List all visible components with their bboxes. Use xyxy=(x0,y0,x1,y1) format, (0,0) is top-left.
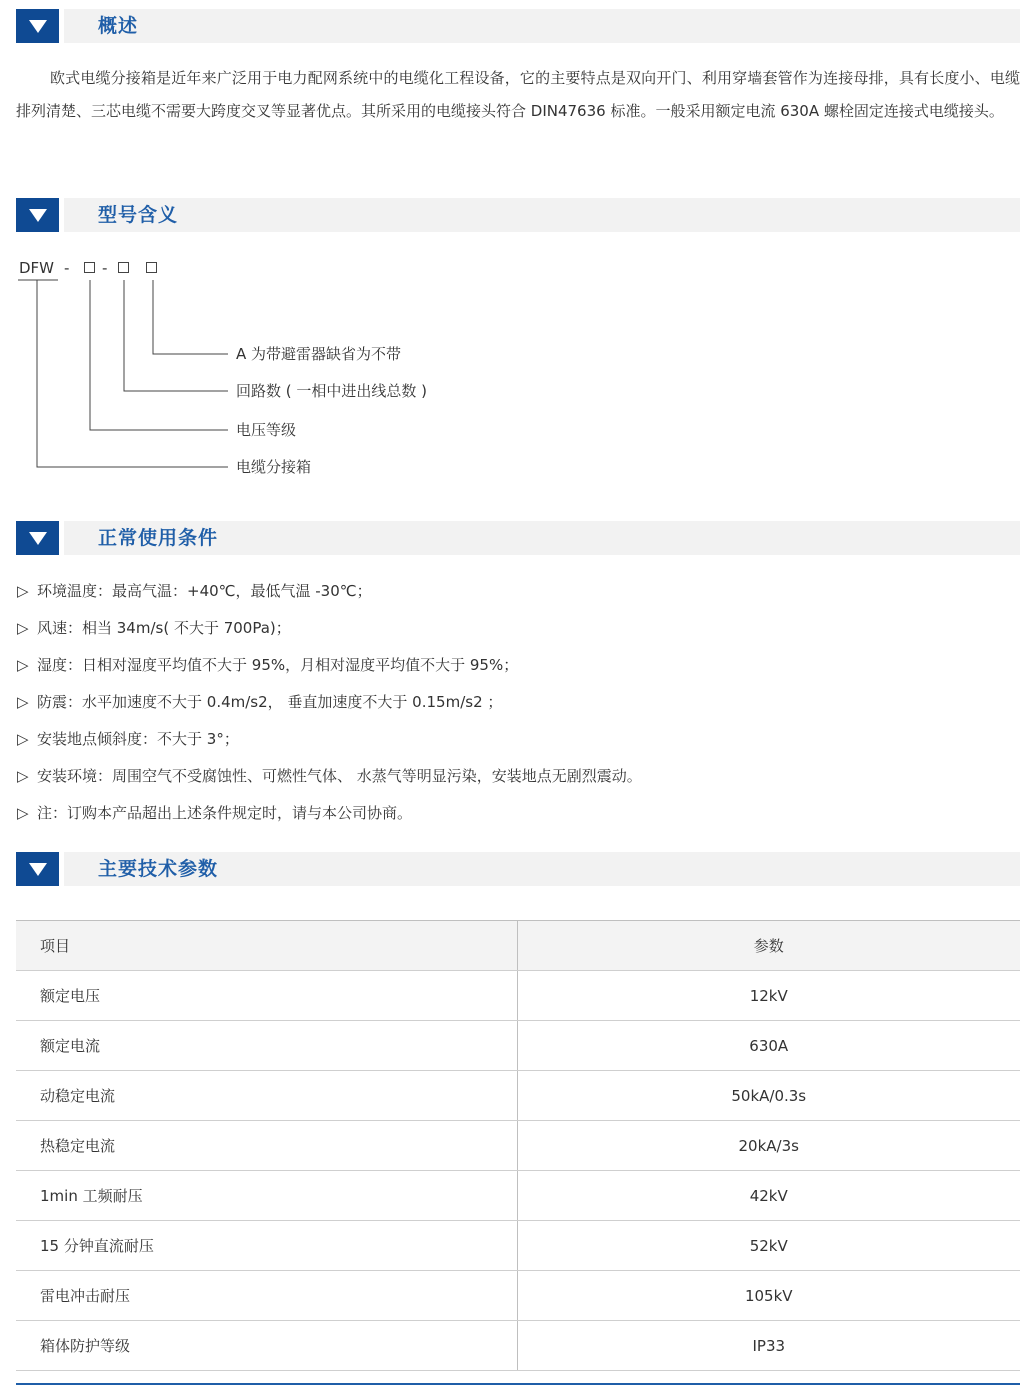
triangle-right-icon: ▷ xyxy=(17,730,29,748)
list-item: ▷ 安装地点倾斜度：不大于 3°； xyxy=(17,724,642,761)
cell-value: 20kA/3s xyxy=(517,1121,1020,1171)
cell-value: 630A xyxy=(517,1021,1020,1071)
table-header-row xyxy=(16,921,1020,971)
table-row xyxy=(16,1171,1020,1221)
cell-item: 热稳定电流 xyxy=(16,1121,517,1171)
list-item: ▷ 环境温度：最高气温：+40℃，最低气温 -30℃； xyxy=(17,576,642,613)
column-header-value: 参数 xyxy=(517,921,1020,971)
list-item: ▷ 防震：水平加速度不大于 0.4m/s2， 垂直加速度不大于 0.15m/s2 ； xyxy=(17,687,642,724)
cell-item: 15 分钟直流耐压 xyxy=(16,1221,517,1271)
cell-item: 动稳定电流 xyxy=(16,1071,517,1121)
cell-item: 额定电流 xyxy=(16,1021,517,1071)
model-tree-lines xyxy=(0,0,260,480)
table-row xyxy=(16,1121,1020,1171)
section-title-overview: 概述 xyxy=(98,15,139,37)
cell-value: IP33 xyxy=(517,1321,1020,1371)
cell-item: 额定电压 xyxy=(16,971,517,1021)
tree-line-box xyxy=(37,280,228,467)
section-title-model: 型号含义 xyxy=(98,204,179,226)
cell-item: 雷电冲击耐压 xyxy=(16,1271,517,1321)
spec-table xyxy=(16,920,1020,1371)
column-header-item: 项目 xyxy=(16,921,517,971)
section-title-conditions: 正常使用条件 xyxy=(98,527,219,549)
triangle-down-icon xyxy=(16,521,59,555)
model-label-arrester: A 为带避雷器缺省为不带 xyxy=(236,345,402,363)
cell-value: 12kV xyxy=(517,971,1020,1021)
model-code-prefix: DFW xyxy=(19,259,55,277)
cell-value: 105kV xyxy=(517,1271,1020,1321)
cell-value: 52kV xyxy=(517,1221,1020,1271)
triangle-right-icon: ▷ xyxy=(17,582,29,600)
triangle-down-icon xyxy=(16,852,59,886)
list-item: ▷ 风速：相当 34m/s( 不大于 700Pa)； xyxy=(17,613,642,650)
model-label-voltage: 电压等级 xyxy=(236,421,297,439)
tree-line-circuits xyxy=(124,280,228,391)
cell-value: 42kV xyxy=(517,1171,1020,1221)
conditions-list xyxy=(17,576,642,835)
triangle-right-icon: ▷ xyxy=(17,804,29,822)
model-label-circuits: 回路数 ( 一相中进出线总数 ) xyxy=(236,382,428,400)
cell-value: 50kA/0.3s xyxy=(517,1071,1020,1121)
table-row xyxy=(16,1021,1020,1071)
list-item: ▷ 安装环境：周围空气不受腐蚀性、可燃性气体、 水蒸气等明显污染，安装地点无剧烈震动。 xyxy=(17,761,642,798)
triangle-right-icon: ▷ xyxy=(17,656,29,674)
table-row xyxy=(16,1071,1020,1121)
triangle-right-icon: ▷ xyxy=(17,619,29,637)
section-header-specs xyxy=(16,852,1020,886)
table-row xyxy=(16,1321,1020,1371)
table-row xyxy=(16,1271,1020,1321)
triangle-right-icon: ▷ xyxy=(17,693,29,711)
cell-item: 箱体防护等级 xyxy=(16,1321,517,1371)
section-title-specs: 主要技术参数 xyxy=(98,858,219,880)
table-row xyxy=(16,971,1020,1021)
cell-item: 1min 工频耐压 xyxy=(16,1171,517,1221)
tree-line-voltage xyxy=(90,280,228,430)
tree-line-arrester xyxy=(153,280,228,354)
overview-paragraph: 欧式电缆分接箱是近年来广泛用于电力配网系统中的电缆化工程设备，它的主要特点是双向开门、利用穿墙套管作为连接母排，具有长度小、电缆排列清楚、三芯电缆不需要大跨度交叉等显著优点。其所采用的电缆接头符合 DIN47636 标准。一般采用额定电流 630A 螺栓固定连接式电缆接头。 xyxy=(16,69,1020,120)
model-code-dash: - xyxy=(64,259,70,277)
model-label-box: 电缆分接箱 xyxy=(236,458,312,476)
bottom-divider xyxy=(16,1383,1020,1385)
list-item: ▷ 湿度：日相对湿度平均值不大于 95%，月相对湿度平均值不大于 95%； xyxy=(17,650,642,687)
model-code-dash: - xyxy=(102,259,108,277)
triangle-right-icon: ▷ xyxy=(17,767,29,785)
section-header-conditions xyxy=(16,521,1020,555)
table-row xyxy=(16,1221,1020,1271)
list-item: ▷ 注：订购本产品超出上述条件规定时，请与本公司协商。 xyxy=(17,798,642,835)
